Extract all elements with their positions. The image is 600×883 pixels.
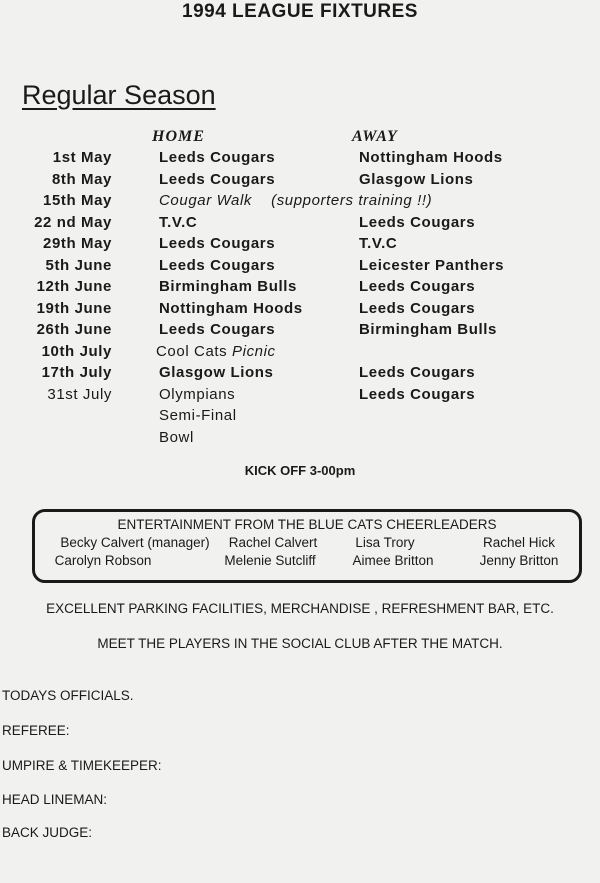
fixture-home: Glasgow Lions bbox=[159, 364, 274, 381]
kickoff-time: KICK OFF 3-00pm bbox=[244, 463, 356, 478]
fixture-date: 5th June bbox=[45, 256, 112, 274]
cheerleader-name: Rachel Calvert bbox=[228, 535, 318, 550]
fixture-row bbox=[0, 429, 600, 451]
fixture-away: Leeds Cougars bbox=[359, 385, 476, 403]
fixture-date: 8th May bbox=[51, 170, 112, 188]
fixture-date: 19th June bbox=[36, 299, 112, 317]
fixture-row bbox=[0, 321, 600, 343]
fixture-home: Nottingham Hoods bbox=[159, 299, 303, 317]
fixture-row bbox=[0, 257, 600, 279]
away-column-header: AWAY bbox=[352, 128, 398, 145]
fixture-row bbox=[0, 192, 600, 214]
fixture-away: Leeds Cougars bbox=[359, 364, 476, 381]
fixture-home: Olympians bbox=[159, 385, 236, 403]
cheerleader-name: Rachel Hick bbox=[482, 535, 556, 550]
fixture-date: 12th June bbox=[36, 278, 112, 295]
fixture-row bbox=[0, 386, 600, 408]
home-column-header: HOME bbox=[152, 128, 205, 145]
fixture-home: Birmingham Bulls bbox=[159, 278, 297, 295]
section-title: Regular Season bbox=[22, 80, 216, 110]
umpire-label: UMPIRE & TIMEKEEPER: bbox=[2, 758, 162, 773]
fixture-away: Leeds Cougars bbox=[359, 278, 476, 295]
fixture-home: Leeds Cougars bbox=[159, 170, 276, 188]
fixture-away: Leeds Cougars bbox=[359, 299, 476, 317]
fixture-date: 15th May bbox=[43, 192, 112, 209]
cheerleader-name: Melenie Sutcliff bbox=[224, 553, 316, 568]
fixture-home bbox=[156, 343, 276, 360]
fixture-home: Cougar Walk (supporters training !!) bbox=[159, 192, 433, 209]
fixture-row bbox=[0, 343, 600, 365]
fixture-date: 29th May bbox=[43, 235, 112, 252]
cheerleader-name: Jenny Britton bbox=[479, 553, 559, 568]
fixture-home: Leeds Cougars bbox=[159, 321, 276, 338]
referee-label: REFEREE: bbox=[2, 723, 70, 738]
fixture-home: Leeds Cougars bbox=[159, 149, 276, 166]
fixture-row bbox=[0, 407, 600, 429]
fixture-away: Birmingham Bulls bbox=[359, 321, 497, 338]
cheerleader-name: Lisa Trory bbox=[355, 535, 415, 550]
cheerleader-name: Carolyn Robson bbox=[54, 553, 152, 568]
fixture-home: Semi-Final bbox=[159, 407, 237, 424]
meet-players-text: MEET THE PLAYERS IN THE SOCIAL CLUB AFTER THE MATCH. bbox=[97, 636, 503, 651]
entertainment-heading: ENTERTAINMENT FROM THE BLUE CATS CHEERLEADERS bbox=[117, 517, 497, 532]
head-lineman-label: HEAD LINEMAN: bbox=[2, 792, 108, 807]
back-judge-label: BACK JUDGE: bbox=[2, 825, 93, 840]
fixture-home-extra: Picnic bbox=[232, 342, 276, 360]
fixture-home: Bowl bbox=[159, 428, 194, 446]
fixtures-list bbox=[0, 149, 600, 450]
fixture-row bbox=[0, 235, 600, 257]
fixture-home: T.V.C bbox=[159, 213, 198, 231]
fixture-row bbox=[0, 171, 600, 193]
fixture-row bbox=[0, 300, 600, 322]
fixture-home: Leeds Cougars bbox=[159, 235, 276, 252]
facilities-text: EXCELLENT PARKING FACILITIES, MERCHANDISE , REFRESHMENT BAR, ETC. bbox=[46, 601, 554, 616]
fixture-date: 10th July bbox=[41, 342, 112, 360]
fixture-date: 26th June bbox=[36, 321, 112, 338]
cheerleader-name: Aimee Britton bbox=[352, 553, 434, 568]
fixture-date: 1st May bbox=[52, 149, 112, 166]
fixture-away: Leicester Panthers bbox=[359, 256, 505, 274]
fixture-away: Leeds Cougars bbox=[359, 213, 476, 231]
page-title: 1994 LEAGUE FIXTURES bbox=[182, 1, 418, 22]
officials-heading: TODAYS OFFICIALS. bbox=[2, 688, 134, 703]
fixture-date: 22 nd May bbox=[34, 213, 112, 231]
fixture-date: 31st July bbox=[47, 385, 112, 403]
fixture-away: Glasgow Lions bbox=[359, 170, 474, 188]
fixture-home-name: Cool Cats bbox=[156, 342, 228, 360]
entertainment-box bbox=[32, 509, 582, 583]
fixture-away: Nottingham Hoods bbox=[359, 149, 503, 166]
fixture-away: T.V.C bbox=[359, 235, 398, 252]
fixture-date: 17th July bbox=[41, 364, 112, 381]
fixture-row bbox=[0, 364, 600, 386]
fixture-row bbox=[0, 149, 600, 171]
fixture-row bbox=[0, 214, 600, 236]
fixture-home: Leeds Cougars bbox=[159, 256, 276, 274]
fixture-row bbox=[0, 278, 600, 300]
cheerleader-name: Becky Calvert (manager) bbox=[60, 535, 210, 550]
